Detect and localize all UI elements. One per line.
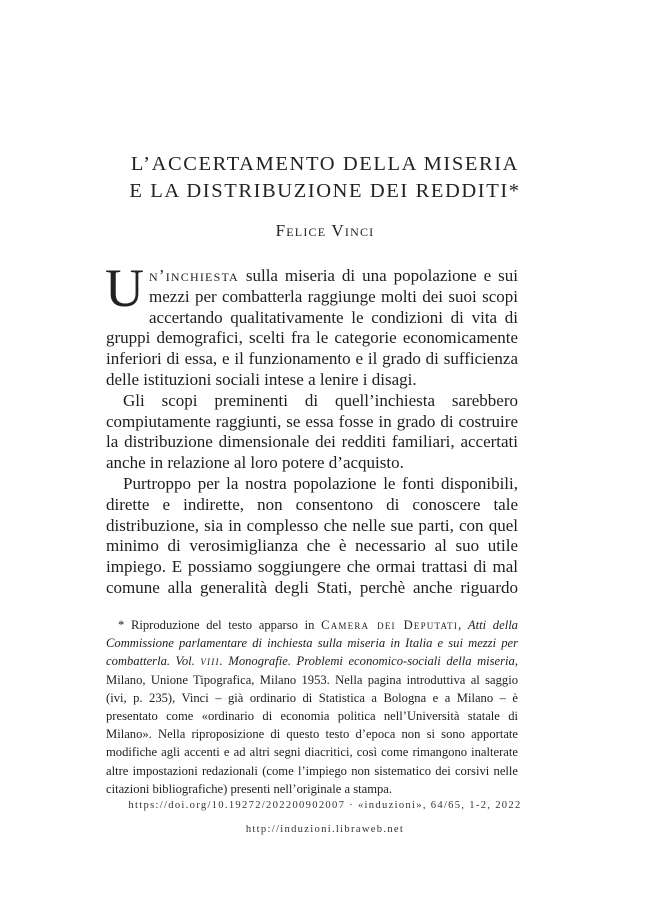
line-1-rest: sulla miseria di una popolazione e sui: [238, 266, 518, 285]
footnote-part: Riproduzione del testo apparso in: [124, 618, 322, 632]
footnote-italic-subtitle: . Monografie. Problemi economico-sociali della miseria: [219, 654, 515, 669]
footnote-marker: *: [118, 618, 125, 632]
drop-cap: U: [105, 258, 144, 318]
website-line: http://induzioni.libraweb.net: [245, 824, 405, 835]
footnote-part: , Milano, Unione Tipografica, Milano 1953. Nella pagina introduttiva al saggio (ivi, p. 235), Vinci – già ordinario di Statistica a Bologna e a Milano – è presentato come «ordinario di economia politica nell’Università statale di Milano». Nella riproposizione di questo testo d’epoca non si sono apportate modifiche agli accenti e ad altri segni diacritici, così come rimangono inalterate altre impostazioni redazionali (come l’impiego non sistematico dei corsivi nelle citazioni bibliografiche) presenti nell’originale a stampa.: [106, 654, 519, 796]
footnote-publisher: Camera dei Deputati: [321, 618, 459, 632]
article-body: [105, 258, 518, 599]
paragraph-3: Purtroppo per la nostra popolazione le fonti disponibili, dirette e indirette, non consentono di conoscere tale distribuzione, sia in complesso che nelle sue parti, con quel minimo di verosimiglianza che è necessario al suo utile impiego. E possiamo soggiungere che ormai trattasi di mal comune alla generalità degli Stati, perchè anche riguardo: [106, 473, 518, 597]
paragraph-1-line-2: mezzi per combatterla raggiunge molti dei suoi scopi: [149, 286, 518, 306]
footnote-volume: viii: [200, 654, 220, 669]
paragraph-1-rest: accertando qualitativamente le condizioni di vita di gruppi demografici, scelti fra le categorie economicamente inferiori di essa, e il funzionamento e il grado di sufficienza delle istituzioni sociali intese a lenire i disagi.: [106, 307, 518, 389]
footnote-part: ,: [458, 618, 468, 632]
paragraph-1-line-1: [106, 266, 518, 287]
article-title-line-1: L’ACCERTAMENTO DELLA MISERIA: [130, 153, 520, 175]
first-words: n’inchiesta: [149, 266, 239, 285]
footnote: [106, 616, 518, 798]
paragraph-2: Gli scopi preminenti di quell’inchiesta sarebbero compiutamente raggiunti, se essa fosse in grado di costruire la distribuzione dimensionale dei redditi familiari, accertati anche in relazione al loro potere d’acquisto.: [106, 390, 518, 473]
footnote-italic-title: Atti della Commissione parlamentare di inchiesta sulla miseria in Italia e sui mezzi per combatterla. Vol.: [106, 618, 518, 669]
footnote-text: [106, 616, 518, 798]
article-title-line-2: E LA DISTRIBUZIONE DEI REDDITI*: [129, 180, 521, 202]
author-name: Felice Vinci: [275, 221, 375, 240]
doi-line: https://doi.org/10.19272/202200902007 · «induzioni», 64/65, 1-2, 2022: [128, 800, 522, 811]
